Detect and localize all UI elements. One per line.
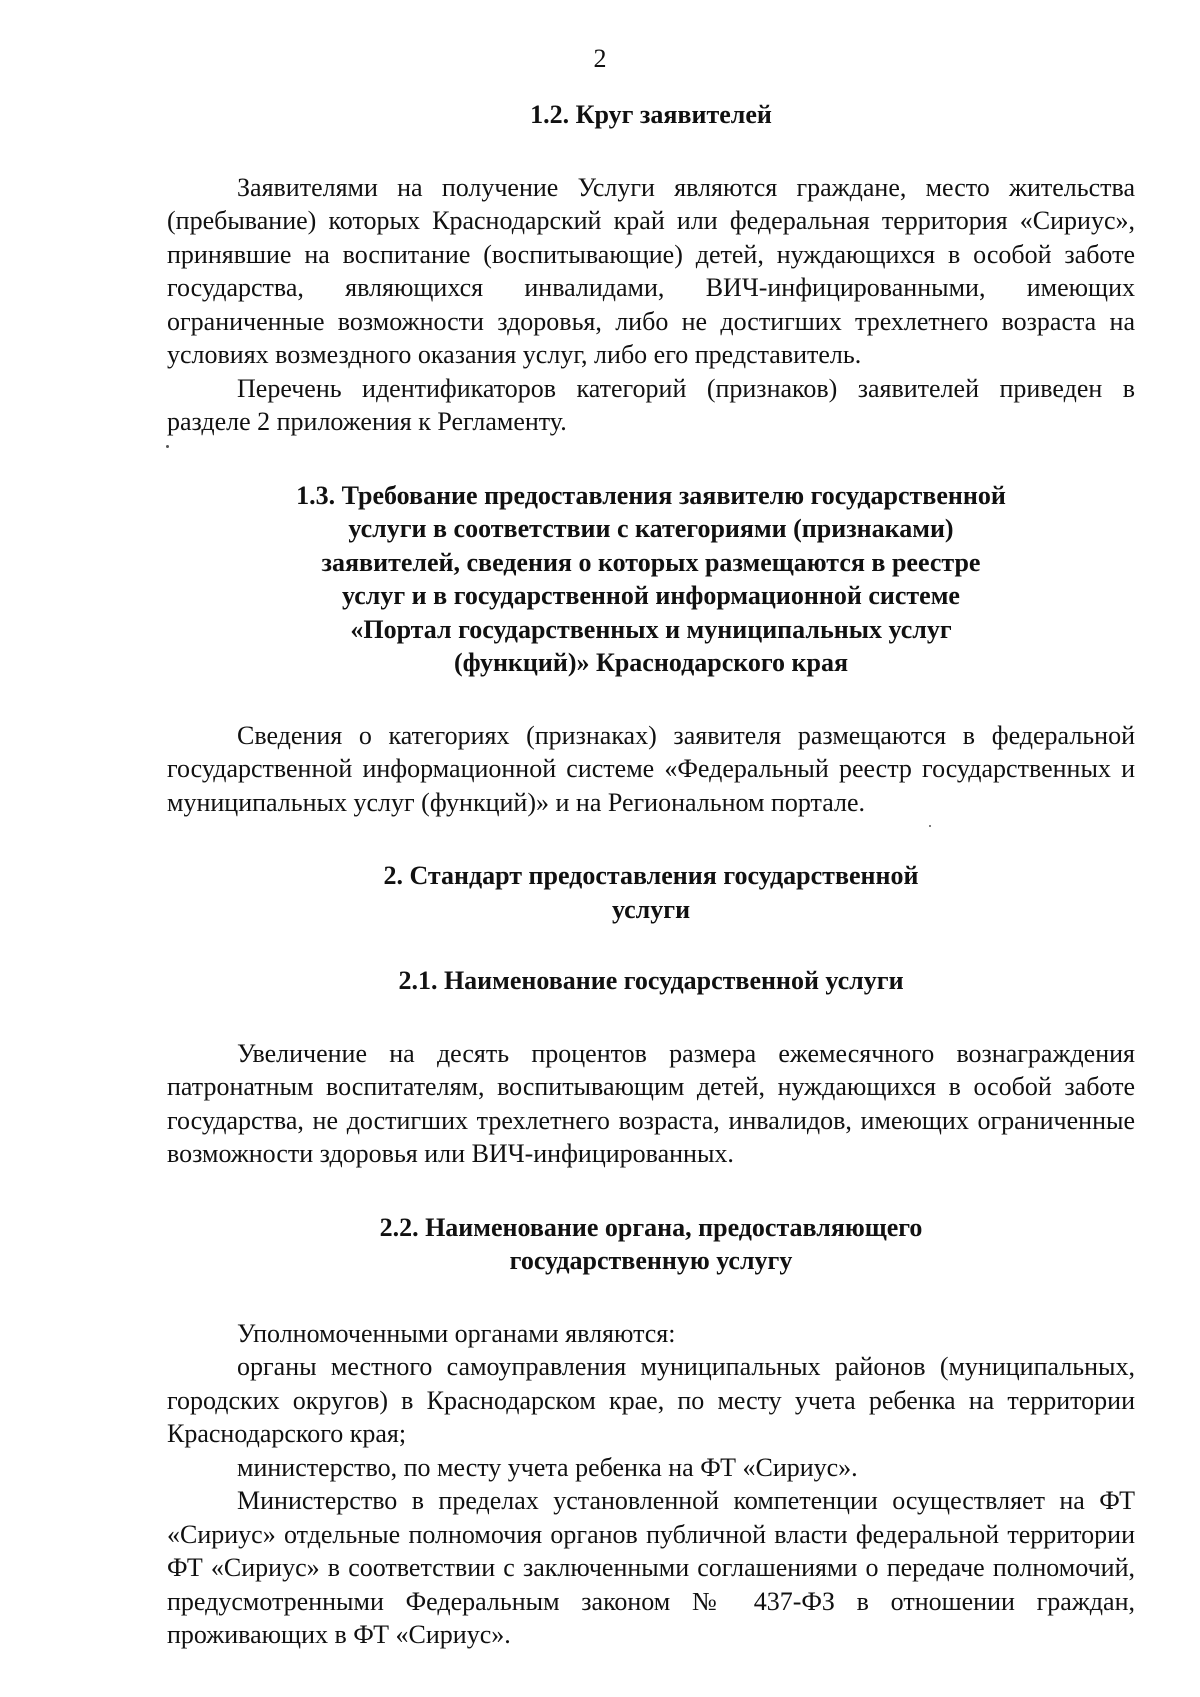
paragraph: Перечень идентификаторов категорий (признаков) заявителей приведен в разделе 2 приложения к Регламенту. [167, 373, 1135, 436]
document-body [167, 98, 1135, 1652]
paragraph: Заявителями на получение Услуги являются граждане, место жительства (пребывание) которых Краснодарский край или федеральная территория «Сириус», принявшие на воспитание (воспитывающие) детей, нуждающихся в особой заботе государства, являющихся инвалидами, ВИЧ-инфицированными, имеющих ограниченные возможности здоровья, либо не достигших трехлетнего возраста на условиях возмездного оказания услуг, либо его представитель. [167, 172, 1135, 369]
heading-line: заявителей, сведения о которых размещаются в реестре [321, 547, 981, 577]
heading-line: 2. Стандарт предоставления государственной [383, 861, 919, 890]
section-heading-2-2 [167, 1211, 1135, 1278]
heading-line: услуг и в государственной информационной системе [342, 581, 960, 610]
section-heading-1-2: 1.2. Круг заявителей [530, 100, 772, 129]
heading-line: (функций)» Краснодарского края [453, 648, 849, 677]
heading-line: государственную услугу [509, 1246, 793, 1275]
section-heading-2-1: 2.1. Наименование государственной услуги [398, 966, 904, 995]
section-heading-2 [167, 859, 1135, 926]
paragraph: Сведения о категориях (признаках) заявителя размещаются в федеральной государственной информационной системе «Федеральный реестр государственных и муниципальных услуг (функций)» и на Региональном портале. [167, 720, 1135, 817]
paragraph: органы местного самоуправления муниципальных районов (муниципальных, городских округов) в Краснодарском крае, по месту учета ребенка на территории Краснодарского края; [167, 1352, 1135, 1448]
heading-line: «Портал государственных и муниципальных услуг [350, 614, 952, 644]
paragraph: Увеличение на десять процентов размера ежемесячного вознаграждения патронатным воспитателям, воспитывающим детей, нуждающихся в особой заботе государства, не достигших трехлетнего возраста, инвалидов, имеющих ограниченные возможности здоровья или ВИЧ-инфицированных. [167, 1038, 1135, 1168]
heading-line: услуги в соответствии с категориями (признаками) [348, 514, 954, 543]
page-number: 2 [593, 44, 607, 73]
section-heading-1-3 [167, 479, 1135, 680]
paragraph: Уполномоченными органами являются: [237, 1318, 676, 1348]
heading-line: 1.3. Требование предоставления заявителю государственной [296, 480, 1006, 510]
heading-line: 2.2. Наименование органа, предоставляющего [379, 1212, 923, 1242]
heading-line: услуги [611, 894, 691, 924]
paragraph: Министерство в пределах установленной компетенции осуществляет на ФТ «Сириус» отдельные полномочия органов публичной власти федеральной территории ФТ «Сириус» в соответствии с заключенными соглашениями о передаче полномочий, предусмотренными Федеральным законом № 437-ФЗ в отношении граждан, проживающих в ФТ «Сириус». [167, 1486, 1135, 1649]
paragraph: министерство, по месту учета ребенка на ФТ «Сириус». [237, 1452, 858, 1482]
